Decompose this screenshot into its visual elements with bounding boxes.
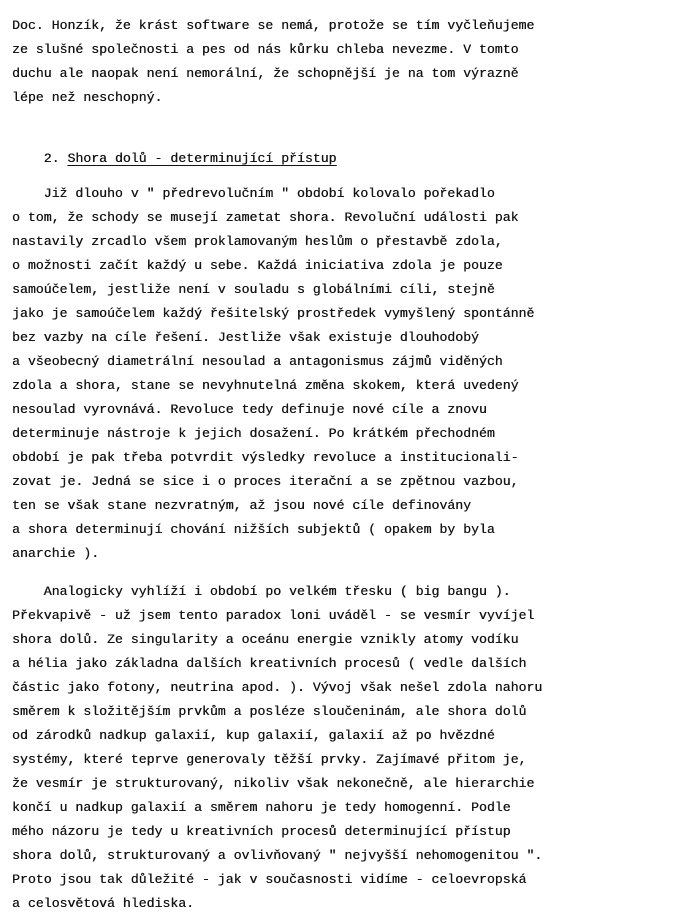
section-heading bbox=[12, 139, 336, 179]
text-line: končí u nadkup galaxií a směrem nahoru je tedy homogenní. Podle bbox=[12, 800, 511, 815]
text-line: období je pak třeba potvrdit výsledky revoluce a institucionali- bbox=[12, 450, 519, 465]
text-line: samoúčelem, jestliže není v souladu s globálními cíli, stejně bbox=[12, 282, 495, 297]
text-line: Překvapivě - už jsem tento paradox loni uváděl - se vesmír vyvíjel bbox=[12, 608, 535, 623]
text-line: Doc. Honzík, že krást software se nemá, protože se tím vyčleňujeme bbox=[12, 18, 535, 33]
text-line: bez vazby na cíle řešení. Jestliže však existuje dlouhodobý bbox=[12, 330, 479, 345]
text-line: jako je samoúčelem každý řešitelský prostředek vymyšlený spontánně bbox=[12, 306, 535, 321]
text-line: lépe než neschopný. bbox=[12, 90, 163, 105]
text-line: o tom, že schody se musejí zametat shora. Revoluční události pak bbox=[12, 210, 519, 225]
text-line: Analogicky vyhlíží i období po velkém třesku ( big bangu ). bbox=[12, 584, 511, 599]
text-line: a shora determinují chování nižších subjektů ( opakem by byla bbox=[12, 522, 495, 537]
text-line: duchu ale naopak není nemorální, že schopnější je na tom výrazně bbox=[12, 66, 519, 81]
text-line: mého názoru je tedy u kreativních procesů determinující přístup bbox=[12, 824, 511, 839]
text-line: shora dolů. Ze singularity a oceánu energie vznikly atomy vodíku bbox=[12, 632, 519, 647]
text-line: že vesmír je strukturovaný, nikoliv však nekonečně, ale hierarchie bbox=[12, 776, 535, 791]
text-line: zovat je. Jedná se sice i o proces iterační a se zpětnou vazbou, bbox=[12, 474, 519, 489]
text-line: od zárodků nadkup galaxií, kup galaxií, galaxií až po hvězdné bbox=[12, 728, 495, 743]
text-line: ten se však stane nezvratným, až jsou nové cíle definovány bbox=[12, 498, 471, 513]
text-line: anarchie ). bbox=[12, 546, 100, 561]
text-line: shora dolů, strukturovaný a ovlivňovaný " nejvyšší nehomogenitou ". bbox=[12, 848, 543, 863]
text-line: nastavily zrcadlo všem proklamovaným heslům o přestavbě zdola, bbox=[12, 234, 503, 249]
text-line: a celosvětová hlediska. bbox=[12, 896, 195, 911]
text-line: nesoulad vyrovnává. Revoluce tedy definuje nové cíle a znovu bbox=[12, 402, 487, 417]
text-line: směrem k složitějším prvkům a posléze sloučeninám, ale shora dolů bbox=[12, 704, 527, 719]
text-line: Již dlouho v " předrevolučním " období kolovalo pořekadlo bbox=[12, 186, 495, 201]
text-line: Proto jsou tak důležité - jak v současnosti vidíme - celoevropská bbox=[12, 872, 527, 887]
text-line: ze slušné společnosti a pes od nás kůrku chleba nevezme. V tomto bbox=[12, 42, 519, 57]
text-line: determinuje nástroje k jejich dosažení. Po krátkém přechodném bbox=[12, 426, 495, 441]
text-line: částic jako fotony, neutrina apod. ). Vývoj však nešel zdola nahoru bbox=[12, 680, 543, 695]
text-line: a všeobecný diametrální nesoulad a antagonismus zájmů viděných bbox=[12, 354, 503, 369]
text-line: o možnosti začít každý u sebe. Každá iniciativa zdola je pouze bbox=[12, 258, 503, 273]
text-line: systémy, které teprve generovaly těžší prvky. Zajímavé přitom je, bbox=[12, 752, 527, 767]
section-title: Shora dolů - determinující přístup bbox=[67, 151, 337, 167]
text-line: a hélia jako základna dalších kreativních procesů ( vedle dalších bbox=[12, 656, 527, 671]
text-line: zdola a shora, stane se nevyhnutelná změna skokem, která uvedený bbox=[12, 378, 519, 393]
section-number: 2. bbox=[43, 151, 60, 167]
